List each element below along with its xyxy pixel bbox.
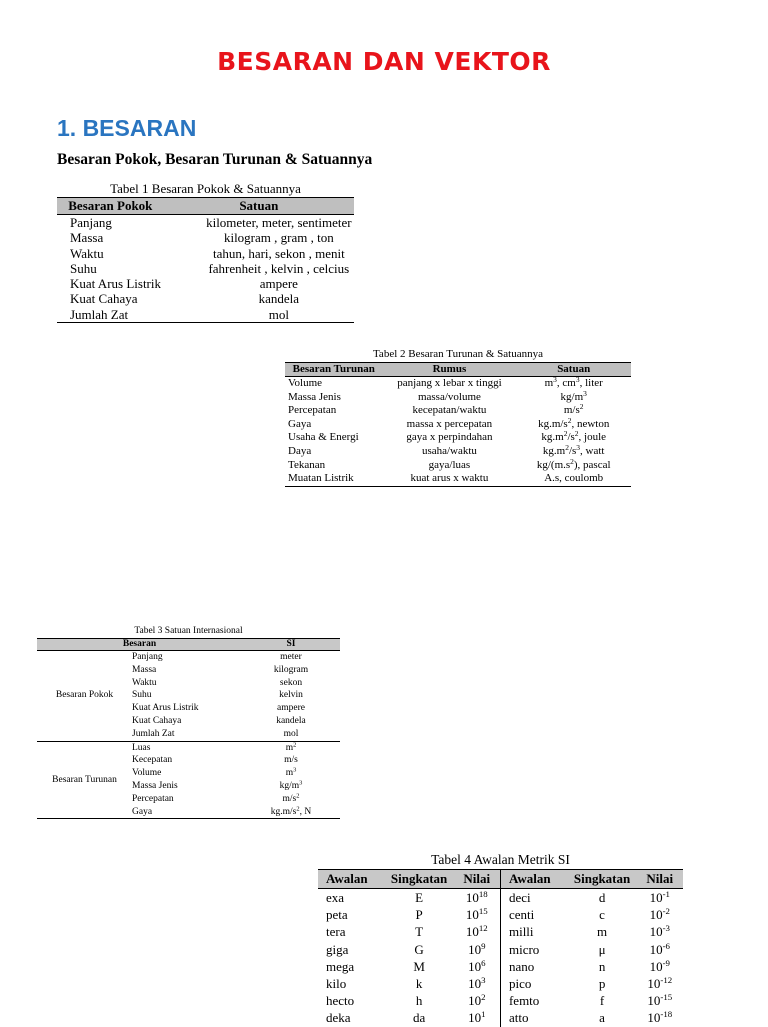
table-cell: hecto: [326, 993, 355, 1009]
table-cell: $kg.m/s^2$, N: [242, 806, 340, 819]
table-cell: kecepatan/waktu: [412, 404, 487, 417]
table1-caption: Tabel 1 Besaran Pokok & Satuannya: [110, 181, 301, 196]
group-label: Besaran Pokok: [37, 651, 132, 742]
table-row: [318, 941, 683, 958]
table-cell: $10^{-2}$: [649, 906, 670, 923]
table-cell: atto: [508, 1010, 529, 1026]
table-row: [57, 276, 354, 291]
table-cell: m/s: [284, 755, 298, 766]
table-cell: Gaya: [132, 806, 242, 819]
table-cell: Kuat Arus Listrik: [70, 276, 161, 292]
table-cell: $m^3$: [285, 766, 297, 779]
table-cell: kilo: [326, 976, 347, 992]
table-awalan-metrik: [318, 869, 683, 1027]
table-header-cell: Nilai: [637, 870, 683, 889]
table-cell: Massa Jenis: [288, 390, 341, 403]
table-row: [57, 291, 354, 306]
table-cell: deka: [326, 1010, 351, 1026]
table-cell: Luas: [132, 742, 151, 753]
table-cell: μ: [598, 941, 606, 957]
table-cell: peta: [326, 907, 348, 923]
table-row: [285, 404, 631, 418]
table-cell: mol: [164, 307, 354, 323]
table-row: [57, 307, 354, 323]
table-header-row: [37, 639, 340, 651]
table-cell: Kuat Cahaya: [132, 715, 182, 726]
table-cell: Massa: [70, 230, 104, 246]
table-cell: kelvin: [279, 690, 303, 701]
table-cell: $10^2$: [454, 992, 501, 1009]
table3-body: [37, 651, 340, 819]
table-cell: Usaha & Energi: [288, 431, 359, 444]
table-row: [285, 459, 631, 473]
document-title: BESARAN DAN VEKTOR: [217, 47, 551, 76]
table-cell: tahun, hari, sekon , menit: [212, 245, 345, 261]
table-header-cell: Awalan: [318, 870, 385, 889]
table-cell: kilometer, meter, sentimeter: [206, 215, 352, 230]
section-heading: 1. BESARAN: [57, 115, 197, 141]
table-cell: fahrenheit , kelvin , celcius: [208, 260, 350, 276]
table-cell: $10^{-18}$: [647, 1009, 673, 1026]
table-cell: nano: [508, 958, 535, 974]
table-cell: f: [599, 993, 605, 1009]
table-header-cell: Satuan: [164, 198, 354, 215]
table1-body: [57, 215, 354, 323]
table-cell: pico: [508, 976, 532, 992]
table-cell: $10^3$: [454, 975, 501, 992]
table-cell: femto: [508, 993, 540, 1009]
table-row: [57, 215, 354, 231]
table-cell: $10^{-15}$: [647, 992, 673, 1009]
table-cell: mol: [242, 728, 340, 741]
table-cell: massa/volume: [417, 390, 481, 403]
table-cell: kilogram , gram , ton: [223, 230, 334, 246]
table-header-cell: Singkatan: [385, 870, 454, 889]
table-cell: Volume: [288, 377, 323, 389]
table-cell: $kg/m^3$: [560, 388, 587, 403]
sub-heading: Besaran Pokok, Besaran Turunan & Satuannya: [57, 151, 373, 168]
table-besaran-turunan: [285, 362, 631, 487]
table-cell: Kecepatan: [132, 755, 173, 766]
table-cell: $m^2$: [285, 741, 297, 753]
table-cell: Panjang: [132, 652, 163, 662]
table-header-row: [57, 198, 354, 215]
table2-caption: Tabel 2 Besaran Turunan & Satuannya: [372, 348, 543, 360]
table-row: [318, 958, 683, 975]
table-cell: Massa: [132, 664, 157, 675]
table-cell: Kuat Cahaya: [70, 291, 138, 307]
table-cell: Jumlah Zat: [57, 307, 164, 323]
table4-body: [318, 889, 683, 1027]
table-row: [318, 975, 683, 992]
table-cell: h: [415, 993, 423, 1009]
table-header-cell: Nilai: [454, 870, 501, 889]
table-cell: Waktu: [70, 245, 104, 261]
table-header-cell: Besaran Turunan: [285, 363, 382, 377]
table-cell: gaya x perpindahan: [406, 431, 493, 444]
table-cell: Massa Jenis: [132, 780, 178, 791]
table-cell: $10^{15}$: [454, 906, 501, 923]
table-header-cell: Besaran: [37, 639, 242, 651]
group-label: Besaran Turunan: [37, 741, 132, 819]
table-row: [285, 418, 631, 432]
table-cell: Suhu: [70, 260, 97, 276]
table-cell: $kg/m^3$: [279, 779, 303, 791]
table-cell: micro: [508, 941, 540, 957]
table-cell: $10^{-9}$: [649, 957, 670, 974]
table-cell: $10^{-1}$: [649, 889, 670, 906]
table-cell: ampere: [259, 276, 298, 292]
table-cell: Suhu: [132, 690, 152, 701]
table-cell: ampere: [277, 703, 305, 714]
table-row: [57, 246, 354, 261]
table-cell: $kg.m^2/s^2$, joule: [541, 429, 607, 444]
table-row: [318, 906, 683, 923]
table-cell: Tekanan: [288, 458, 326, 471]
table-cell: d: [598, 890, 606, 906]
table-row: [318, 923, 683, 940]
table-cell: kandela: [258, 291, 300, 307]
table-cell: $10^1$: [454, 1009, 501, 1026]
table-cell: milli: [508, 924, 534, 940]
table-header-cell: Besaran Pokok: [57, 198, 164, 215]
table-row: [37, 741, 340, 754]
table-cell: sekon: [279, 677, 303, 688]
table-cell: $kg.m^2/s^3$, watt: [542, 442, 605, 457]
table-cell: M: [413, 958, 425, 974]
table-header-cell: Satuan: [516, 363, 631, 377]
table-row: [285, 377, 631, 391]
table-cell: p: [598, 976, 606, 992]
table-cell: a: [599, 1010, 605, 1026]
table-row: [57, 261, 354, 276]
table-cell: $10^6$: [454, 958, 501, 975]
table3-caption: Tabel 3 Satuan Internasional: [134, 626, 243, 636]
table-cell: $m^3$, $cm^3$, liter: [544, 374, 603, 389]
table-cell: kandela: [276, 715, 306, 726]
table-cell: $10^{12}$: [454, 923, 501, 940]
table-cell: Waktu: [132, 677, 157, 688]
table-cell: Muatan Listrik: [285, 472, 382, 486]
table-cell: meter: [280, 652, 302, 662]
table-cell: kilogram: [273, 664, 309, 675]
table-cell: $kg.m/s^2$, newton: [538, 415, 610, 430]
table-cell: Gaya: [288, 417, 312, 430]
table-row: [285, 445, 631, 459]
table-cell: T: [415, 924, 424, 940]
table-cell: deci: [508, 890, 531, 906]
table-cell: $10^{-3}$: [649, 923, 670, 940]
table-cell: $m/s^2$: [563, 402, 584, 417]
table-cell: $10^{-12}$: [647, 975, 673, 992]
table-cell: exa: [326, 890, 345, 906]
table-row: [285, 472, 631, 486]
table4-caption: Tabel 4 Awalan Metrik SI: [431, 852, 570, 867]
table-cell: c: [599, 907, 605, 923]
table-row: [318, 889, 683, 907]
table-cell: Volume: [132, 768, 162, 779]
table-cell: P: [415, 907, 423, 923]
table-cell: G: [414, 941, 424, 957]
table-cell: panjang x lebar x tinggi: [397, 377, 502, 389]
table-cell: giga: [326, 941, 349, 957]
table-cell: gaya/luas: [428, 458, 471, 471]
table-header-cell: SI: [242, 639, 340, 651]
table-cell: $m/s^2$: [282, 792, 300, 804]
table-header-cell: Singkatan: [568, 870, 637, 889]
table-row: [318, 992, 683, 1009]
table-row: [37, 651, 340, 664]
table-cell: n: [598, 958, 606, 974]
table-satuan-internasional: [37, 638, 340, 819]
table-header-cell: Awalan: [500, 870, 567, 889]
table-header-cell: Rumus: [382, 363, 516, 377]
table2-body: [285, 374, 631, 487]
table-cell: tera: [326, 924, 346, 940]
table-cell: mega: [326, 958, 355, 974]
table-cell: $10^9$: [454, 941, 501, 958]
table-cell: usaha/waktu: [421, 444, 477, 457]
table-cell: A.s, coulomb: [516, 472, 631, 486]
table-cell: Jumlah Zat: [132, 728, 242, 741]
table-cell: Kuat Arus Listrik: [132, 703, 199, 714]
table-row: [57, 230, 354, 245]
table-cell: Percepatan: [288, 404, 337, 417]
table-besaran-pokok: [57, 197, 354, 323]
table-cell: Panjang: [70, 215, 112, 230]
table-cell: m: [597, 924, 608, 940]
table-cell: da: [412, 1010, 426, 1026]
table-cell: E: [415, 890, 424, 906]
table-cell: Percepatan: [132, 793, 174, 804]
table-cell: Daya: [288, 444, 312, 457]
table-header-row: [318, 870, 683, 889]
table-cell: k: [415, 976, 423, 992]
table-cell: $kg/(m.s^2)$, pascal: [536, 456, 611, 471]
table-cell: centi: [508, 907, 535, 923]
table-cell: $10^{18}$: [454, 889, 501, 907]
table-cell: kuat arus x waktu: [382, 472, 516, 486]
table-cell: $10^{-6}$: [649, 940, 670, 957]
table-cell: massa x percepatan: [406, 417, 493, 430]
